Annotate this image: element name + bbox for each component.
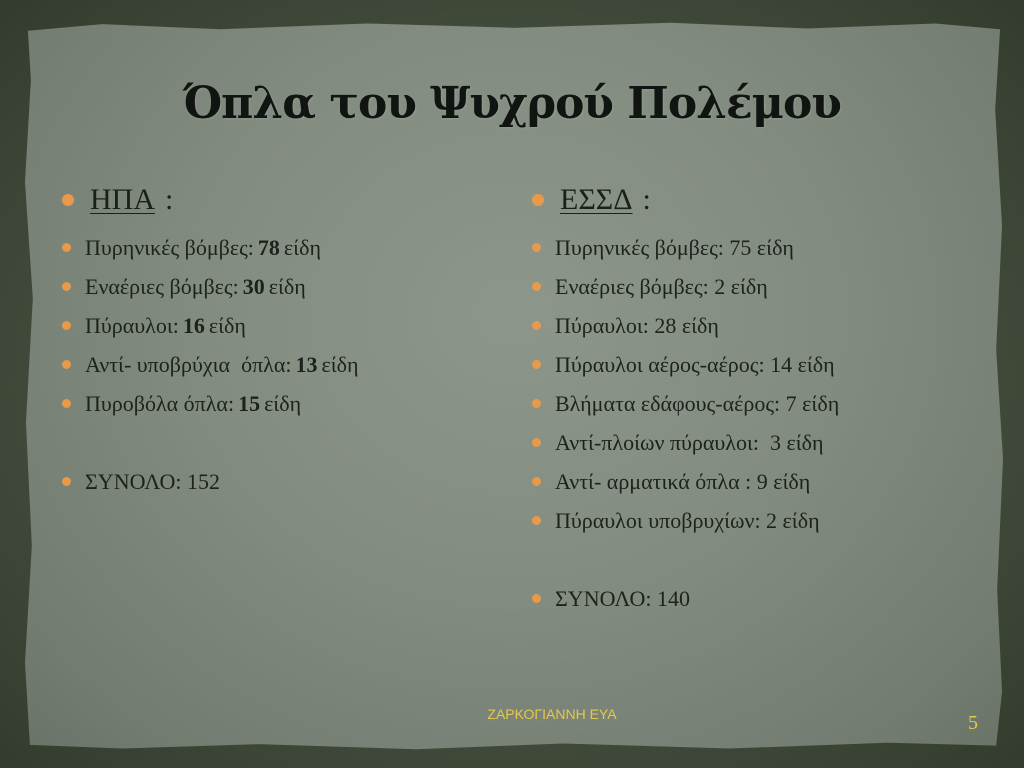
item-text: Πύραυλοι: 28 είδη (555, 312, 719, 338)
heading-colon: : (642, 183, 651, 216)
item-value: 13 (295, 351, 318, 377)
list-item (62, 306, 502, 345)
usa-heading-label: ΗΠΑ (90, 183, 155, 216)
list-item (532, 345, 972, 384)
bullet-icon (62, 194, 74, 206)
total-text: ΣΥΝΟΛΟ: 140 (555, 585, 690, 611)
bullet-icon (532, 399, 541, 408)
item-suffix: είδη (268, 273, 306, 299)
item-text: Εναέριες βόμβες: 2 είδη (555, 273, 768, 299)
ussr-heading-label: ΕΣΣΔ (560, 183, 633, 216)
item-value: 16 (182, 312, 205, 338)
item-value: 15 (238, 390, 261, 416)
footer-author: ΖΑΡΚΟΓΙΑΝΝΗ ΕΥΑ (487, 706, 617, 722)
bullet-icon (62, 243, 71, 252)
item-suffix: είδη (283, 234, 321, 260)
bullet-icon (532, 243, 541, 252)
bullet-icon (62, 321, 71, 330)
item-text: Αντί- αρματικά όπλα : 9 είδη (555, 468, 811, 494)
slide-title: Όπλα του Ψυχρού Πολέμου (183, 78, 841, 129)
bullet-icon (532, 360, 541, 369)
list-item (532, 306, 972, 345)
ussr-heading (532, 180, 972, 220)
item-value: 30 (242, 273, 265, 299)
bullet-icon (62, 282, 71, 291)
list-item (62, 267, 502, 306)
item-text: Αντί-πλοίων πύραυλοι: 3 είδη (555, 429, 824, 455)
bullet-icon (532, 321, 541, 330)
list-item (532, 501, 972, 540)
bullet-icon (532, 438, 541, 447)
item-suffix: είδη (208, 312, 246, 338)
item-text: Πυρηνικές βόμβες: 75 είδη (555, 234, 794, 260)
item-suffix: είδη (321, 351, 359, 377)
spacer (532, 540, 972, 579)
spacer (62, 423, 502, 462)
item-text: Πύραυλοι αέρος-αέρος: 14 είδη (555, 351, 835, 377)
list-item (62, 384, 502, 423)
bullet-icon (532, 516, 541, 525)
list-item (62, 345, 502, 384)
item-text: Πύραυλοι υποβρυχίων: 2 είδη (555, 507, 820, 533)
usa-heading (62, 180, 502, 220)
page-number: 5 (968, 712, 978, 734)
list-item (532, 384, 972, 423)
usa-column (62, 180, 502, 501)
item-prefix: Εναέριες βόμβες: (85, 273, 239, 299)
usa-total (62, 462, 502, 501)
item-prefix: Αντί- υποβρύχια όπλα: (85, 351, 292, 377)
bullet-icon (62, 399, 71, 408)
ussr-total (532, 579, 972, 618)
bullet-icon (62, 477, 71, 486)
bullet-icon (532, 477, 541, 486)
list-item (532, 228, 972, 267)
bullet-icon (532, 194, 544, 206)
heading-colon: : (165, 183, 174, 216)
bullet-icon (532, 594, 541, 603)
item-suffix: είδη (264, 390, 302, 416)
list-item (532, 267, 972, 306)
ussr-column (532, 180, 972, 618)
item-text: Βλήματα εδάφους-αέρος: 7 είδη (555, 390, 840, 416)
item-prefix: Πύραυλοι: (85, 312, 179, 338)
total-text: ΣΥΝΟΛΟ: 152 (85, 468, 220, 494)
bullet-icon (532, 282, 541, 291)
list-item (532, 462, 972, 501)
item-value: 78 (257, 234, 280, 260)
item-prefix: Πυρηνικές βόμβες: (85, 234, 254, 260)
list-item (62, 228, 502, 267)
bullet-icon (62, 360, 71, 369)
list-item (532, 423, 972, 462)
item-prefix: Πυροβόλα όπλα: (85, 390, 235, 416)
